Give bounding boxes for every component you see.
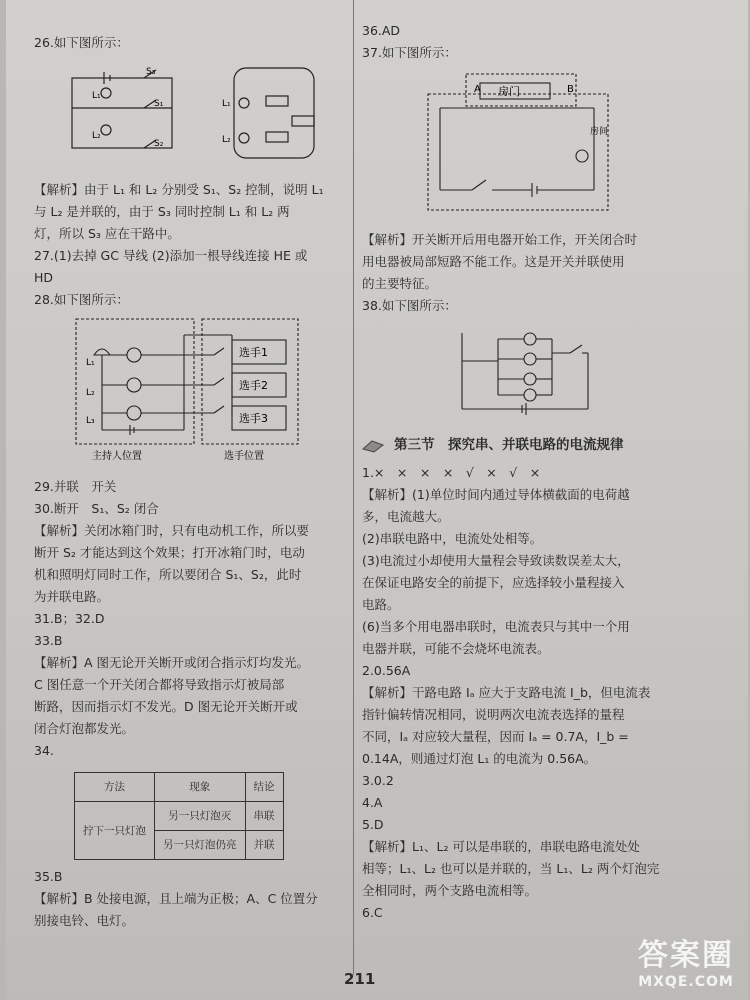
q35-analysis-line-1: 【解析】B 处接电源，且上端为正极；A、C 位置分 — [34, 891, 318, 906]
q26-analysis-line-1: 【解析】由于 L₁ 和 L₂ 分别受 S₁、S₂ 控制，说明 L₁ — [34, 182, 324, 197]
q33-analysis-line-2: C 图任意一个开关闭合都将导致指示灯被局部 — [34, 677, 285, 692]
q38-circuit-figure — [362, 321, 737, 426]
svg-text:L₁: L₁ — [92, 91, 101, 101]
table-header-phenomenon: 现象 — [155, 773, 246, 802]
q37-circuit-diagram — [362, 68, 622, 218]
left-column — [34, 32, 344, 932]
table-cell-phenomenon-2: 另一只灯泡仍亮 — [155, 831, 246, 860]
answer-2-analysis-line-1: 【解析】干路电路 Iₐ 应大于支路电流 I_b，但电流表 — [362, 685, 651, 700]
q30-answer: 30.断开 S₁、S₂ 闭合 — [34, 501, 159, 516]
table-cell-phenomenon-1: 另一只灯泡灭 — [155, 802, 246, 831]
q28-l2-label: L₂ — [86, 388, 95, 398]
table-header-method: 方法 — [75, 773, 155, 802]
column-divider — [353, 0, 354, 975]
answer-5-analysis-line-3: 全相同时，两个支路电流相等。 — [362, 883, 538, 898]
answer-1-analysis-line-4: (3)电流过小却使用大量程会导致读数误差太大， — [362, 553, 630, 568]
q28-l1-label: L₁ — [86, 358, 95, 368]
q37-room-label: 房间 — [590, 127, 609, 137]
q27-line-1: 27.(1)去掉 GC 导线 (2)添加一根导线连接 HE 或 — [34, 248, 308, 263]
svg-text:S₃: S₃ — [146, 67, 156, 77]
q37-analysis-line-2: 用电器被局部短路不能工作。这是开关并联使用 — [362, 254, 625, 269]
answer-1-analysis-line-2: 多，电流越大。 — [362, 509, 450, 524]
q33-analysis-line-1: 【解析】A 图无论开关断开或闭合指示灯均发光。 — [34, 655, 310, 670]
q30-analysis-line-1: 【解析】关闭冰箱门时，只有电动机工作，所以要 — [34, 523, 310, 538]
q37-circuit-figure — [362, 68, 737, 225]
svg-text:L₂: L₂ — [92, 131, 101, 141]
answer-1-analysis-line-8: 电器并联，可能不会烧坏电流表。 — [362, 641, 550, 656]
book-page — [6, 0, 748, 1000]
q33-analysis-line-3: 断路，因而指示灯不发光。D 图无论开关断开或 — [34, 699, 298, 714]
q34-result-table — [74, 772, 284, 860]
q35-answer: 35.B — [34, 869, 63, 884]
q37-analysis-line-1: 【解析】开关断开后用电器开始工作，开关闭合时 — [362, 232, 638, 247]
q28-player-position: 选手位置 — [224, 451, 264, 462]
q38-circuit-diagram — [362, 321, 622, 419]
answer-1: 1.× × × × √ × √ × — [362, 465, 541, 480]
answer-2: 2.0.56A — [362, 663, 411, 678]
q26-label: 26.如下图所示： — [34, 35, 129, 50]
q26-circuit-figure — [34, 58, 344, 175]
q28-host-position: 主持人位置 — [92, 451, 142, 462]
q29-answer: 29.并联 开关 — [34, 479, 117, 494]
q35-analysis-line-2: 别接电铃、电灯。 — [34, 913, 135, 928]
answer-4: 4.A — [362, 795, 383, 810]
table-cell-method: 拧下一只灯泡 — [75, 802, 155, 860]
q26-circuit-diagram — [34, 58, 334, 168]
answer-1-analysis-line-7: (6)当多个用电器串联时，电流表只与其中一个用 — [362, 619, 630, 634]
q37-point-a: A — [474, 84, 481, 95]
answer-5-analysis-line-2: 相等；L₁、L₂ 也可以是并联的，当 L₁、L₂ 两个灯泡完 — [362, 861, 660, 876]
answer-1-analysis-line-6: 电路。 — [362, 597, 400, 612]
q30-analysis-line-4: 为并联电路。 — [34, 589, 110, 604]
answer-3: 3.0.2 — [362, 773, 394, 788]
q37-analysis-line-3: 的主要特征。 — [362, 276, 438, 291]
q30-analysis-line-3: 机和照明灯同时工作，所以要闭合 S₁、S₂，此时 — [34, 567, 302, 582]
site-watermark — [638, 930, 734, 990]
right-column — [362, 20, 737, 924]
section-title: 第三节 探究串、并联电路的电流规律 — [394, 437, 624, 453]
answer-2-analysis-line-3: 不同，Iₐ 对应较大量程，因而 Iₐ = 0.7A，I_b = — [362, 729, 629, 744]
answer-6: 6.C — [362, 905, 383, 920]
table-cell-conclusion-1: 串联 — [245, 802, 283, 831]
q27-line-2: HD — [34, 270, 54, 285]
q26-analysis-line-3: 灯，所以 S₃ 应在干路中。 — [34, 226, 180, 241]
watermark-logo-text: 答案圈 — [638, 938, 734, 973]
watermark-domain: MXQE.COM — [638, 974, 734, 990]
answer-5-analysis-line-1: 【解析】L₁、L₂ 可以是串联的，串联电路电流处处 — [362, 839, 640, 854]
q37-point-b: B — [567, 84, 574, 95]
q31-q32-answer: 31.B；32.D — [34, 611, 105, 626]
q26-analysis-line-2: 与 L₂ 是并联的，由于 S₃ 同时控制 L₁ 和 L₂ 两 — [34, 204, 290, 219]
answer-1-analysis-line-3: (2)串联电路中，电流处处相等。 — [362, 531, 543, 546]
q28-player-3: 选手3 — [239, 412, 268, 425]
svg-text:S₁: S₁ — [154, 99, 164, 109]
q36-answer: 36.AD — [362, 23, 401, 38]
answer-1-analysis-line-5: 在保证电路安全的前提下，应选择较小量程接入 — [362, 575, 625, 590]
q38-label: 38.如下图所示： — [362, 298, 457, 313]
page-number: 211 — [344, 970, 376, 988]
q34-label: 34. — [34, 743, 54, 758]
svg-text:L₂: L₂ — [222, 135, 231, 145]
q28-label: 28.如下图所示： — [34, 292, 129, 307]
answer-2-analysis-line-2: 指针偏转情况相同，说明两次电流表选择的量程 — [362, 707, 625, 722]
q28-circuit-figure — [34, 315, 344, 472]
answer-2-analysis-line-4: 0.14A，则通过灯泡 L₁ 的电流为 0.56A。 — [362, 751, 597, 766]
q37-label: 37.如下图所示： — [362, 45, 457, 60]
q33-analysis-line-4: 闭合灯泡都发光。 — [34, 721, 135, 736]
q28-player-1: 选手1 — [239, 346, 268, 359]
q33-answer: 33.B — [34, 633, 63, 648]
q28-player-2: 选手2 — [239, 379, 268, 392]
q28-l3-label: L₃ — [86, 416, 95, 426]
q37-door-label: 房门 — [498, 85, 520, 98]
table-cell-conclusion-2: 并联 — [245, 831, 283, 860]
svg-text:L₁: L₁ — [222, 99, 231, 109]
q28-circuit-diagram — [34, 315, 334, 465]
answer-1-analysis-line-1: 【解析】(1)单位时间内通过导体横截面的电荷越 — [362, 487, 630, 502]
svg-text:S₂: S₂ — [154, 139, 164, 149]
book-icon — [362, 437, 384, 453]
section-heading — [362, 434, 737, 456]
q30-analysis-line-2: 断开 S₂ 才能达到这个效果；打开冰箱门时，电动 — [34, 545, 305, 560]
answer-5: 5.D — [362, 817, 384, 832]
table-header-conclusion: 结论 — [245, 773, 283, 802]
